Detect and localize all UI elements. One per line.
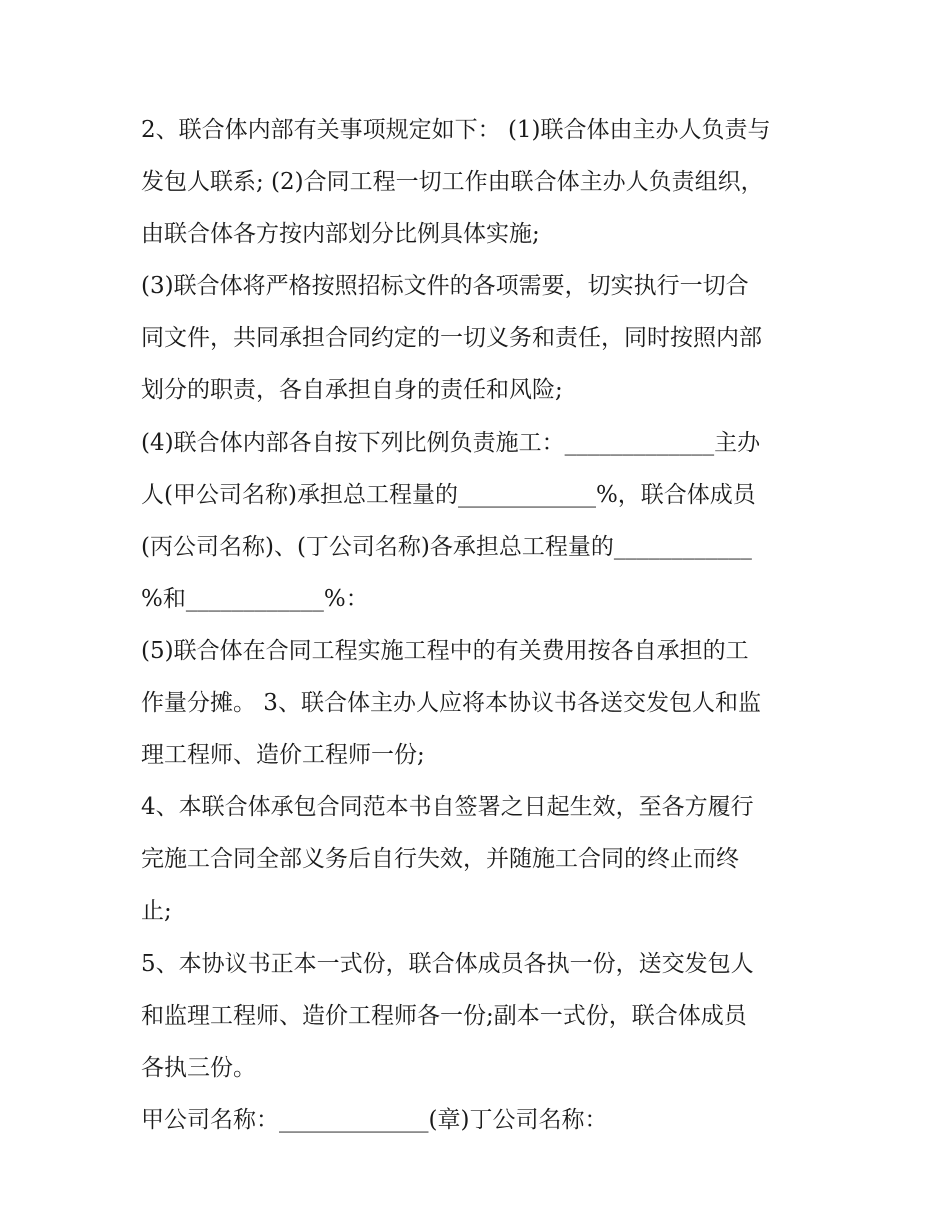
text-line: 理工程师、造价工程师一份; — [141, 742, 425, 769]
text-line: 作量分摊。 3、联合体主办人应将本协议书各送交发包人和监 — [141, 690, 761, 717]
text-line: 止; — [141, 898, 172, 925]
text-line: 各执三份。 — [141, 1054, 256, 1081]
text-line: %和____________%： — [141, 585, 369, 612]
text-line: (5)联合体在合同工程实施工程中的有关费用按各自承担的工 — [141, 637, 749, 664]
text-line: 5、本协议书正本一式份，联合体成员各执一份，送交发包人 — [141, 950, 754, 977]
text-line: 完施工合同全部义务后自行失效，并随施工合同的终止而终 — [141, 846, 739, 873]
text-line: 甲公司名称：_____________(章)丁公司名称： — [141, 1106, 608, 1133]
text-line: 划分的职责，各自承担自身的责任和风险; — [141, 377, 563, 404]
text-line: 2、联合体内部有关事项规定如下： (1)联合体由主办人负责与 — [141, 117, 771, 143]
document-body — [141, 104, 841, 1146]
text-line: 人(甲公司名称)承担总工程量的____________%，联合体成员 — [141, 481, 756, 508]
text-line: (丙公司名称)、(丁公司名称)各承担总工程量的____________ — [141, 533, 752, 560]
text-line: (3)联合体将严格按照招标文件的各项需要，切实执行一切合 — [141, 273, 749, 300]
text-line: 4、本联合体承包合同范本书自签署之日起生效，至各方履行 — [141, 794, 754, 821]
text-line: 由联合体各方按内部划分比例具体实施; — [141, 221, 540, 248]
text-line: 和监理工程师、造价工程师各一份;副本一式份，联合体成员 — [141, 1002, 747, 1029]
text-line: 发包人联系; (2)合同工程一切工作由联合体主办人负责组织， — [141, 169, 764, 196]
text-line: 同文件，共同承担合同约定的一切义务和责任，同时按照内部 — [141, 325, 762, 352]
text-line: (4)联合体内部各自按下列比例负责施工：_____________主办 — [141, 429, 761, 456]
